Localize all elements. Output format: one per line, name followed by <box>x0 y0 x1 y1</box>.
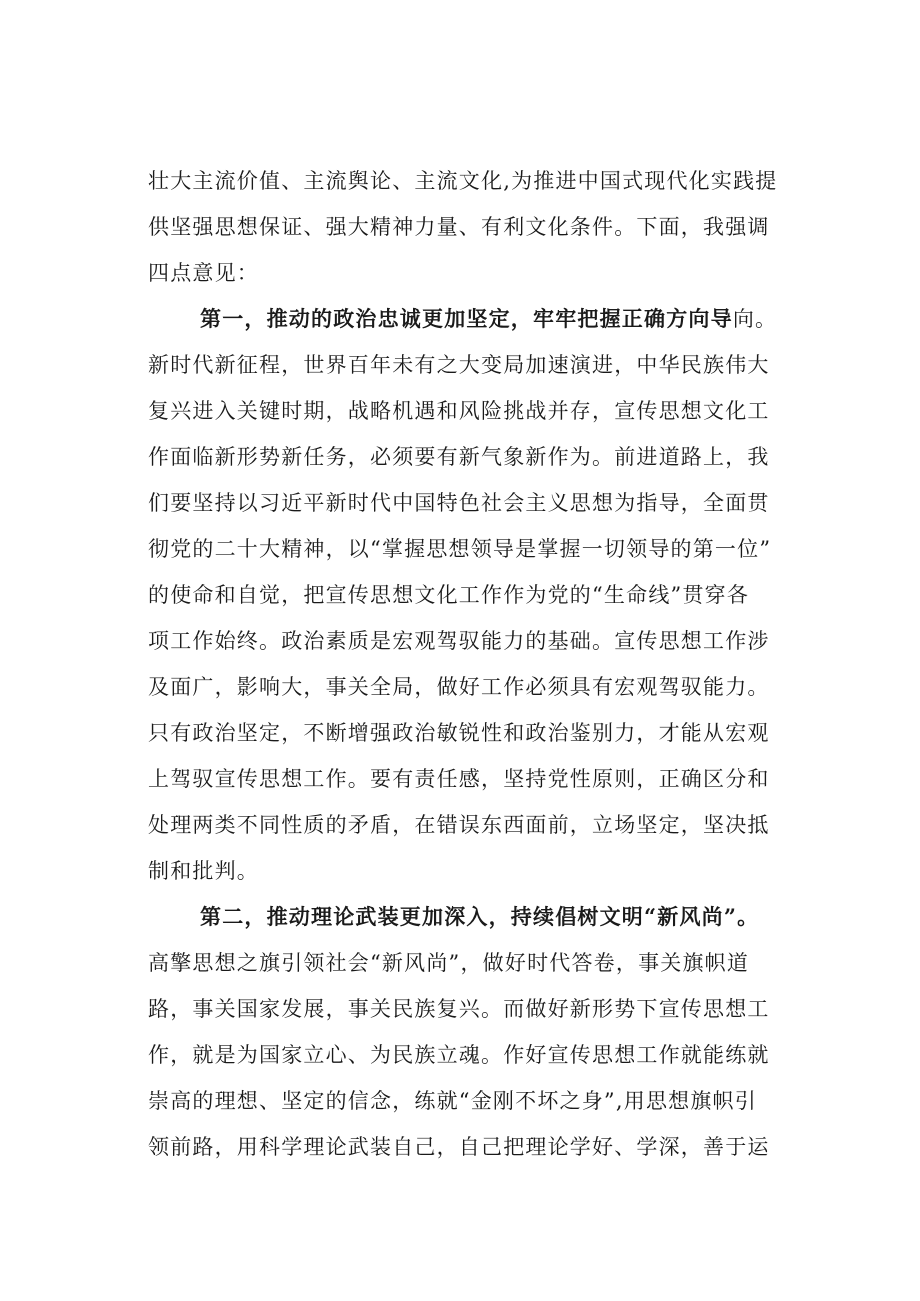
paragraph-line: 作面临新形势新任务，必须要有新气象新作为。前进道路上，我 <box>148 445 770 469</box>
paragraph-line: 新时代新征程，世界百年未有之大变局加速演进，中华民族伟大 <box>148 353 770 377</box>
paragraph-line: 领前路，用科学理论武装自己，自己把理论学好、学深，善于运 <box>148 1135 770 1159</box>
paragraph-line: 上驾驭宣传思想工作。要有责任感，坚持党性原则，正确区分和 <box>148 767 770 791</box>
paragraph-line: 只有政治坚定，不断增强政治敏锐性和政治鉴别力，才能从宏观 <box>148 721 770 745</box>
paragraph-line: 路，事关国家发展，事关民族复兴。而做好新形势下宣传思想工 <box>148 997 770 1021</box>
paragraph-line: 高擎思想之旗引领社会“新风尚”，做好时代答卷，事关旗帜道 <box>148 951 750 975</box>
document-body <box>148 158 808 1170</box>
section-2-heading: 第二，推动理论武装更加深入，持续倡树文明“新风尚”。 <box>200 904 760 929</box>
paragraph-line: 壮大主流价值、主流舆论、主流文化,为推进中国式现代化实践提 <box>148 169 778 193</box>
paragraph-line: 供坚强思想保证、强大精神力量、有利文化条件。下面，我强调 <box>148 215 770 239</box>
paragraph-line: 复兴进入关键时期，战略机遇和风险挑战并存，宣传思想文化工 <box>148 399 770 423</box>
paragraph-line: 崇高的理想、坚定的信念，练就“金刚不坏之身”,用思想旗帜引 <box>148 1089 757 1113</box>
paragraph-line: 彻党的二十大精神，以“掌握思想领导是掌握一切领导的第一位” <box>148 537 772 561</box>
paragraph-line: 的使命和自觉，把宣传思想文化工作作为党的“生命线”贯穿各 <box>148 583 750 607</box>
paragraph-line: 处理两类不同性质的矛盾，在错误东西面前，立场坚定，坚决抵 <box>148 813 770 837</box>
paragraph-line: 作，就是为国家立心、为民族立魂。作好宣传思想工作就能练就 <box>148 1043 770 1067</box>
paragraph-line: 四点意见： <box>148 261 259 285</box>
paragraph-line: 及面广，影响大，事关全局，做好工作必须具有宏观驾驭能力。 <box>148 675 770 699</box>
paragraph-line: 项工作始终。政治素质是宏观驾驭能力的基础。宣传思想工作涉 <box>148 629 770 653</box>
paragraph-line: 们要坚持以习近平新时代中国特色社会主义思想为指导，全面贯 <box>148 491 770 515</box>
paragraph-line: 制和批判。 <box>148 859 259 883</box>
section-1-heading-bold: 第一，推动的政治忠诚更加坚定，牢牢把握正确方向导 <box>200 306 733 331</box>
section-1-heading <box>148 296 808 342</box>
section-1-heading-tail: 向。 <box>732 307 778 331</box>
